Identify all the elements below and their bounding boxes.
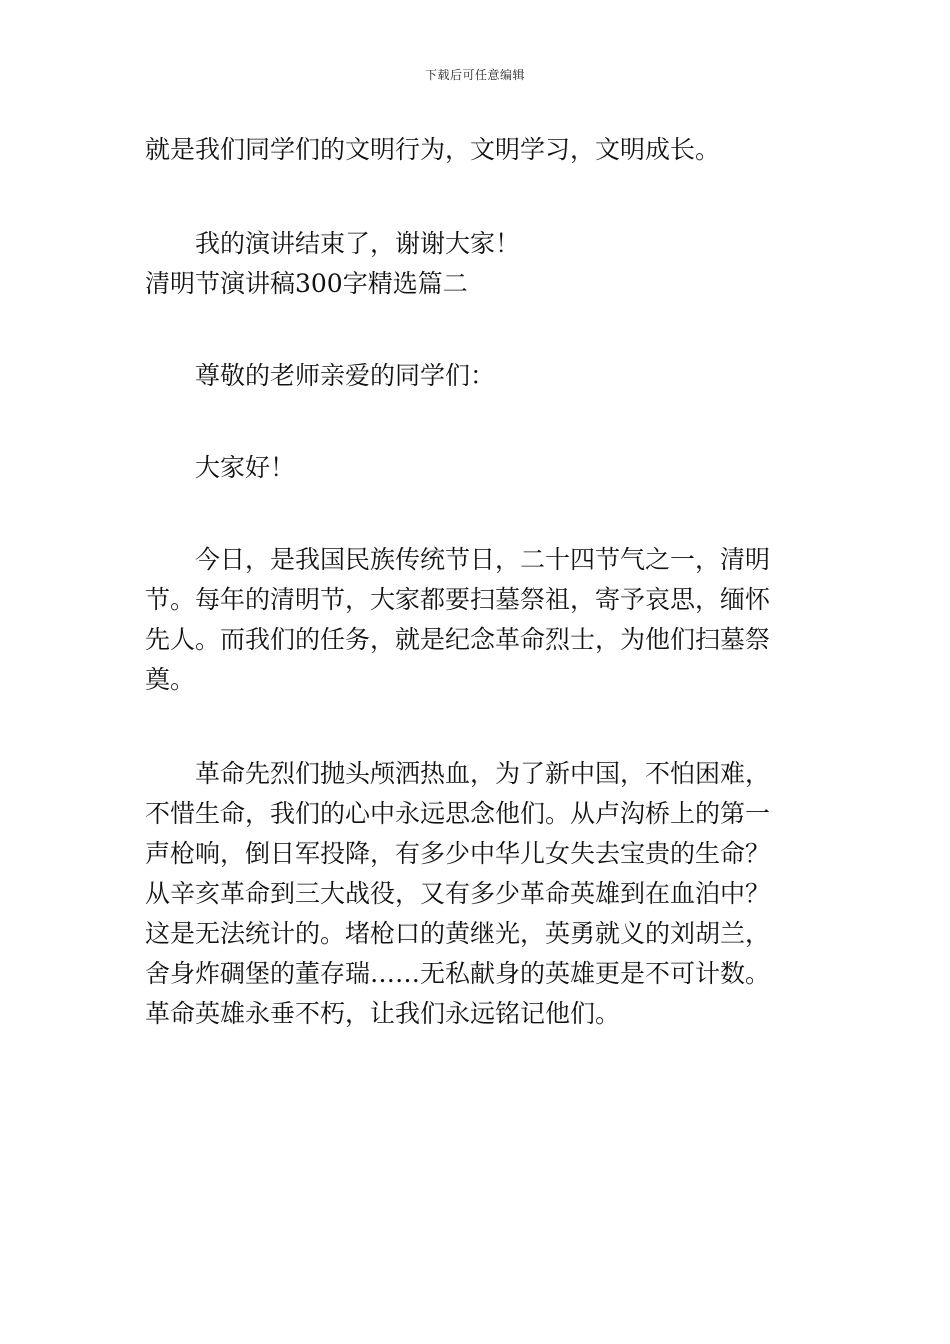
- section-heading: 清明节演讲稿300字精选篇二: [145, 269, 468, 298]
- paragraph-line: 从辛亥革命到三大战役，又有多少革命英雄到在血泊中？: [145, 879, 771, 908]
- closing-line: 我的演讲结束了，谢谢大家！: [195, 229, 521, 258]
- paragraph-line: 舍身炸碉堡的董存瑞……无私献身的英雄更是不可计数。: [145, 959, 771, 988]
- paragraph-gap: [145, 170, 810, 224]
- paragraph-line: 节。每年的清明节，大家都要扫墓祭祖，寄予哀思，缅怀: [145, 585, 771, 614]
- paragraph-gap: [145, 700, 810, 754]
- page-header: 下载后可任意编辑: [424, 68, 525, 82]
- paragraph-gap: [145, 304, 810, 356]
- paragraph-gap: [145, 488, 810, 540]
- paragraph-gap: [145, 396, 810, 448]
- greeting-line: 大家好！: [195, 453, 296, 482]
- paragraph-line: 革命英雄永垂不朽，让我们永远铭记他们。: [145, 999, 621, 1028]
- salutation-line: 尊敬的老师亲爱的同学们：: [195, 361, 496, 390]
- paragraph-line: 声枪响，倒日军投降，有多少中华儿女失去宝贵的生命？: [145, 839, 771, 868]
- paragraph-line: 今日，是我国民族传统节日，二十四节气之一，清明: [195, 545, 771, 574]
- paragraph-line: 奠。: [145, 665, 196, 694]
- paragraph-line: 不惜生命，我们的心中永远思念他们。从卢沟桥上的第一: [145, 799, 771, 828]
- paragraph-line: 就是我们同学们的文明行为，文明学习，文明成长。: [145, 135, 721, 164]
- paragraph-line: 革命先烈们抛头颅洒热血，为了新中国，不怕困难，: [195, 759, 771, 788]
- paragraph-line: 这是无法统计的。堵枪口的黄继光，英勇就义的刘胡兰，: [145, 919, 771, 948]
- paragraph-line: 先人。而我们的任务，就是纪念革命烈士，为他们扫墓祭: [145, 625, 771, 654]
- document-body: [145, 130, 810, 1034]
